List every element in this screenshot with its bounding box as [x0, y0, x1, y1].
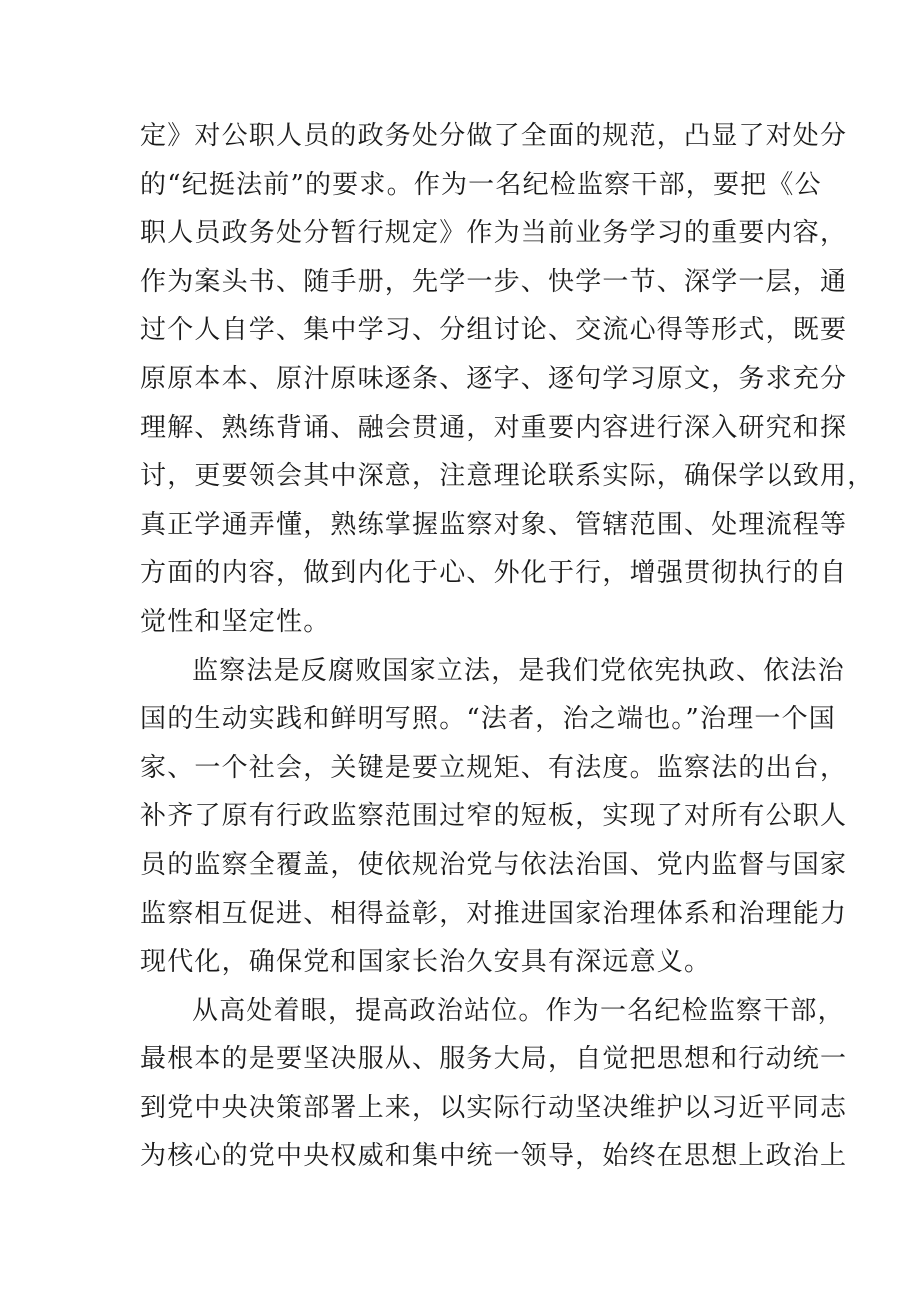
text-line: 过个人自学、集中学习、分组讨论、交流心得等形式，既要: [140, 315, 848, 346]
text-line: 真正学通弄懂，熟练掌握监察对象、管辖范围、处理流程等: [140, 509, 848, 540]
text-line: 家、一个社会，关键是要立规矩、有法度。监察法的出台，: [140, 752, 848, 783]
text-line: 觉性和坚定性。: [140, 606, 331, 637]
text-line: 监察相互促进、相得益彰，对推进国家治理体系和治理能力: [140, 898, 848, 929]
text-line: 方面的内容，做到内化于心、外化于行，增强贯彻执行的自: [140, 558, 848, 589]
text-line: 到党中央决策部署上来，以实际行动坚决维护以习近平同志: [140, 1092, 848, 1123]
text-line: 的“纪挺法前”的要求。作为一名纪检监察干部，要把《公: [140, 169, 822, 200]
text-line: 作为案头书、随手册，先学一步、快学一节、深学一层，通: [140, 266, 848, 297]
text-line: 为核心的党中央权威和集中统一领导，始终在思想上政治上: [140, 1141, 848, 1172]
body-text: [140, 112, 875, 1181]
text-line: 定》对公职人员的政务处分做了全面的规范，凸显了对处分: [140, 121, 848, 151]
text-line: 职人员政务处分暂行规定》作为当前业务学习的重要内容，: [140, 218, 848, 249]
text-line: 原原本本、原汁原味逐条、逐字、逐句学习原文，务求充分: [140, 363, 848, 394]
text-line: 补齐了原有行政监察范围过窄的短板，实现了对所有公职人: [140, 801, 848, 832]
text-line: 讨，更要领会其中深意，注意理论联系实际，确保学以致用，: [140, 461, 875, 492]
text-line: 最根本的是要坚决服从、服务大局，自觉把思想和行动统一: [140, 1044, 848, 1075]
text-line: 国的生动实践和鲜明写照。“法者，治之端也。”治理一个国: [140, 704, 836, 735]
text-line: 员的监察全覆盖，使依规治党与依法治国、党内监督与国家: [140, 849, 848, 880]
text-line: 监察法是反腐败国家立法，是我们党依宪执政、依法治: [192, 655, 845, 686]
text-line: 理解、熟练背诵、融会贯通，对重要内容进行深入研究和探: [140, 412, 848, 443]
text-line: 从高处着眼，提高政治站位。作为一名纪检监察干部，: [192, 995, 845, 1026]
text-line: 现代化，确保党和国家长治久安具有深远意义。: [140, 947, 712, 978]
